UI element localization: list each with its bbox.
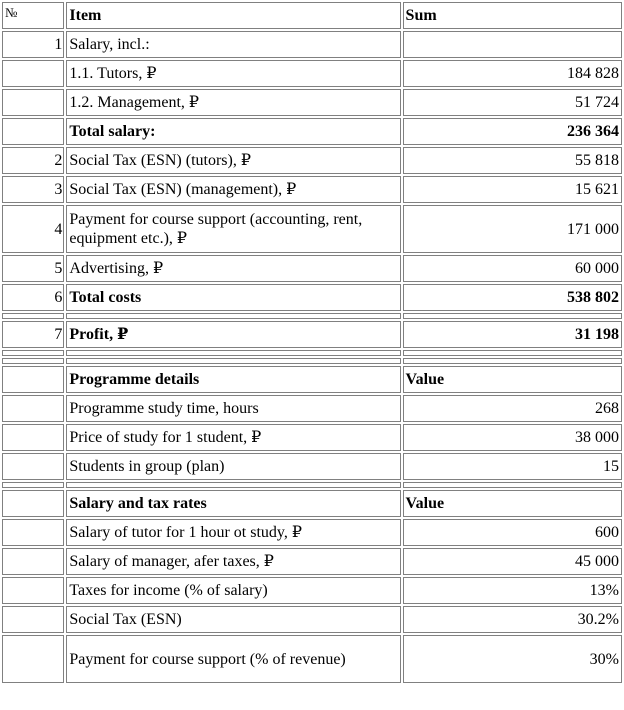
row-num — [2, 89, 64, 116]
row-sum: 236 364 — [403, 118, 622, 145]
table-row — [2, 424, 622, 451]
empty-cell — [2, 519, 64, 546]
row-item: Taxes for income (% of salary) — [66, 577, 400, 604]
row-item: Payment for course support (% of revenue) — [66, 635, 400, 683]
programme-header: Programme details — [66, 366, 400, 393]
table-row — [2, 89, 622, 116]
empty-cell — [2, 490, 64, 517]
empty-cell — [2, 606, 64, 633]
row-sum: 171 000 — [403, 205, 622, 253]
separator-row — [2, 313, 622, 319]
row-sum: 15 621 — [403, 176, 622, 203]
profit-row — [2, 321, 622, 348]
separator-row — [2, 350, 622, 356]
row-item: Salary of tutor for 1 hour ot study, ₽ — [66, 519, 400, 546]
table-row — [2, 147, 622, 174]
table-row — [2, 577, 622, 604]
row-item: Programme study time, hours — [66, 395, 400, 422]
row-item: Students in group (plan) — [66, 453, 400, 480]
row-value: 45 000 — [403, 548, 622, 575]
row-item: Payment for course support (accounting, rent, equipment etc.), ₽ — [66, 205, 400, 253]
row-sum: 51 724 — [403, 89, 622, 116]
row-num — [2, 60, 64, 87]
row-item: Advertising, ₽ — [66, 255, 400, 282]
row-sum: 55 818 — [403, 147, 622, 174]
row-item: Price of study for 1 student, ₽ — [66, 424, 400, 451]
table-row — [2, 255, 622, 282]
row-value: 30% — [403, 635, 622, 683]
total-costs-row — [2, 284, 622, 311]
table-row — [2, 453, 622, 480]
table-row — [2, 635, 622, 683]
programme-header-row — [2, 366, 622, 393]
header-row — [2, 2, 622, 29]
total-salary-row — [2, 118, 622, 145]
separator-row — [2, 482, 622, 488]
empty-cell — [2, 395, 64, 422]
separator-row — [2, 358, 622, 364]
row-value: 600 — [403, 519, 622, 546]
table-row — [2, 176, 622, 203]
table-row — [2, 395, 622, 422]
empty-cell — [2, 424, 64, 451]
row-sum — [403, 31, 622, 58]
row-item: Profit, ₽ — [66, 321, 400, 348]
table-row — [2, 31, 622, 58]
row-item: Salary, incl.: — [66, 31, 400, 58]
empty-cell — [2, 453, 64, 480]
row-item: Social Tax (ESN) — [66, 606, 400, 633]
row-item: Salary of manager, afer taxes, ₽ — [66, 548, 400, 575]
item-header: Item — [66, 2, 400, 29]
row-value: 268 — [403, 395, 622, 422]
row-num: 3 — [2, 176, 64, 203]
row-item: Social Tax (ESN) (tutors), ₽ — [66, 147, 400, 174]
row-num: 1 — [2, 31, 64, 58]
empty-cell — [2, 366, 64, 393]
table-row — [2, 60, 622, 87]
row-sum: 184 828 — [403, 60, 622, 87]
row-num: 7 — [2, 321, 64, 348]
row-value: 15 — [403, 453, 622, 480]
row-num: 2 — [2, 147, 64, 174]
row-item: 1.1. Tutors, ₽ — [66, 60, 400, 87]
sum-header: Sum — [403, 2, 622, 29]
empty-cell — [2, 577, 64, 604]
value-header: Value — [403, 366, 622, 393]
row-item: Total costs — [66, 284, 400, 311]
row-num — [2, 118, 64, 145]
row-num: 5 — [2, 255, 64, 282]
rates-header: Salary and tax rates — [66, 490, 400, 517]
row-sum: 31 198 — [403, 321, 622, 348]
rates-header-row — [2, 490, 622, 517]
table-row — [2, 205, 622, 253]
row-sum: 538 802 — [403, 284, 622, 311]
table-row — [2, 519, 622, 546]
row-value: 38 000 — [403, 424, 622, 451]
value-header: Value — [403, 490, 622, 517]
row-value: 30.2% — [403, 606, 622, 633]
empty-cell — [2, 548, 64, 575]
row-item: 1.2. Management, ₽ — [66, 89, 400, 116]
row-num: 6 — [2, 284, 64, 311]
row-item: Total salary: — [66, 118, 400, 145]
table-row — [2, 606, 622, 633]
table-row — [2, 548, 622, 575]
row-sum: 60 000 — [403, 255, 622, 282]
row-value: 13% — [403, 577, 622, 604]
empty-cell — [2, 635, 64, 683]
num-header: № — [2, 2, 64, 29]
row-num: 4 — [2, 205, 64, 253]
row-item: Social Tax (ESN) (management), ₽ — [66, 176, 400, 203]
